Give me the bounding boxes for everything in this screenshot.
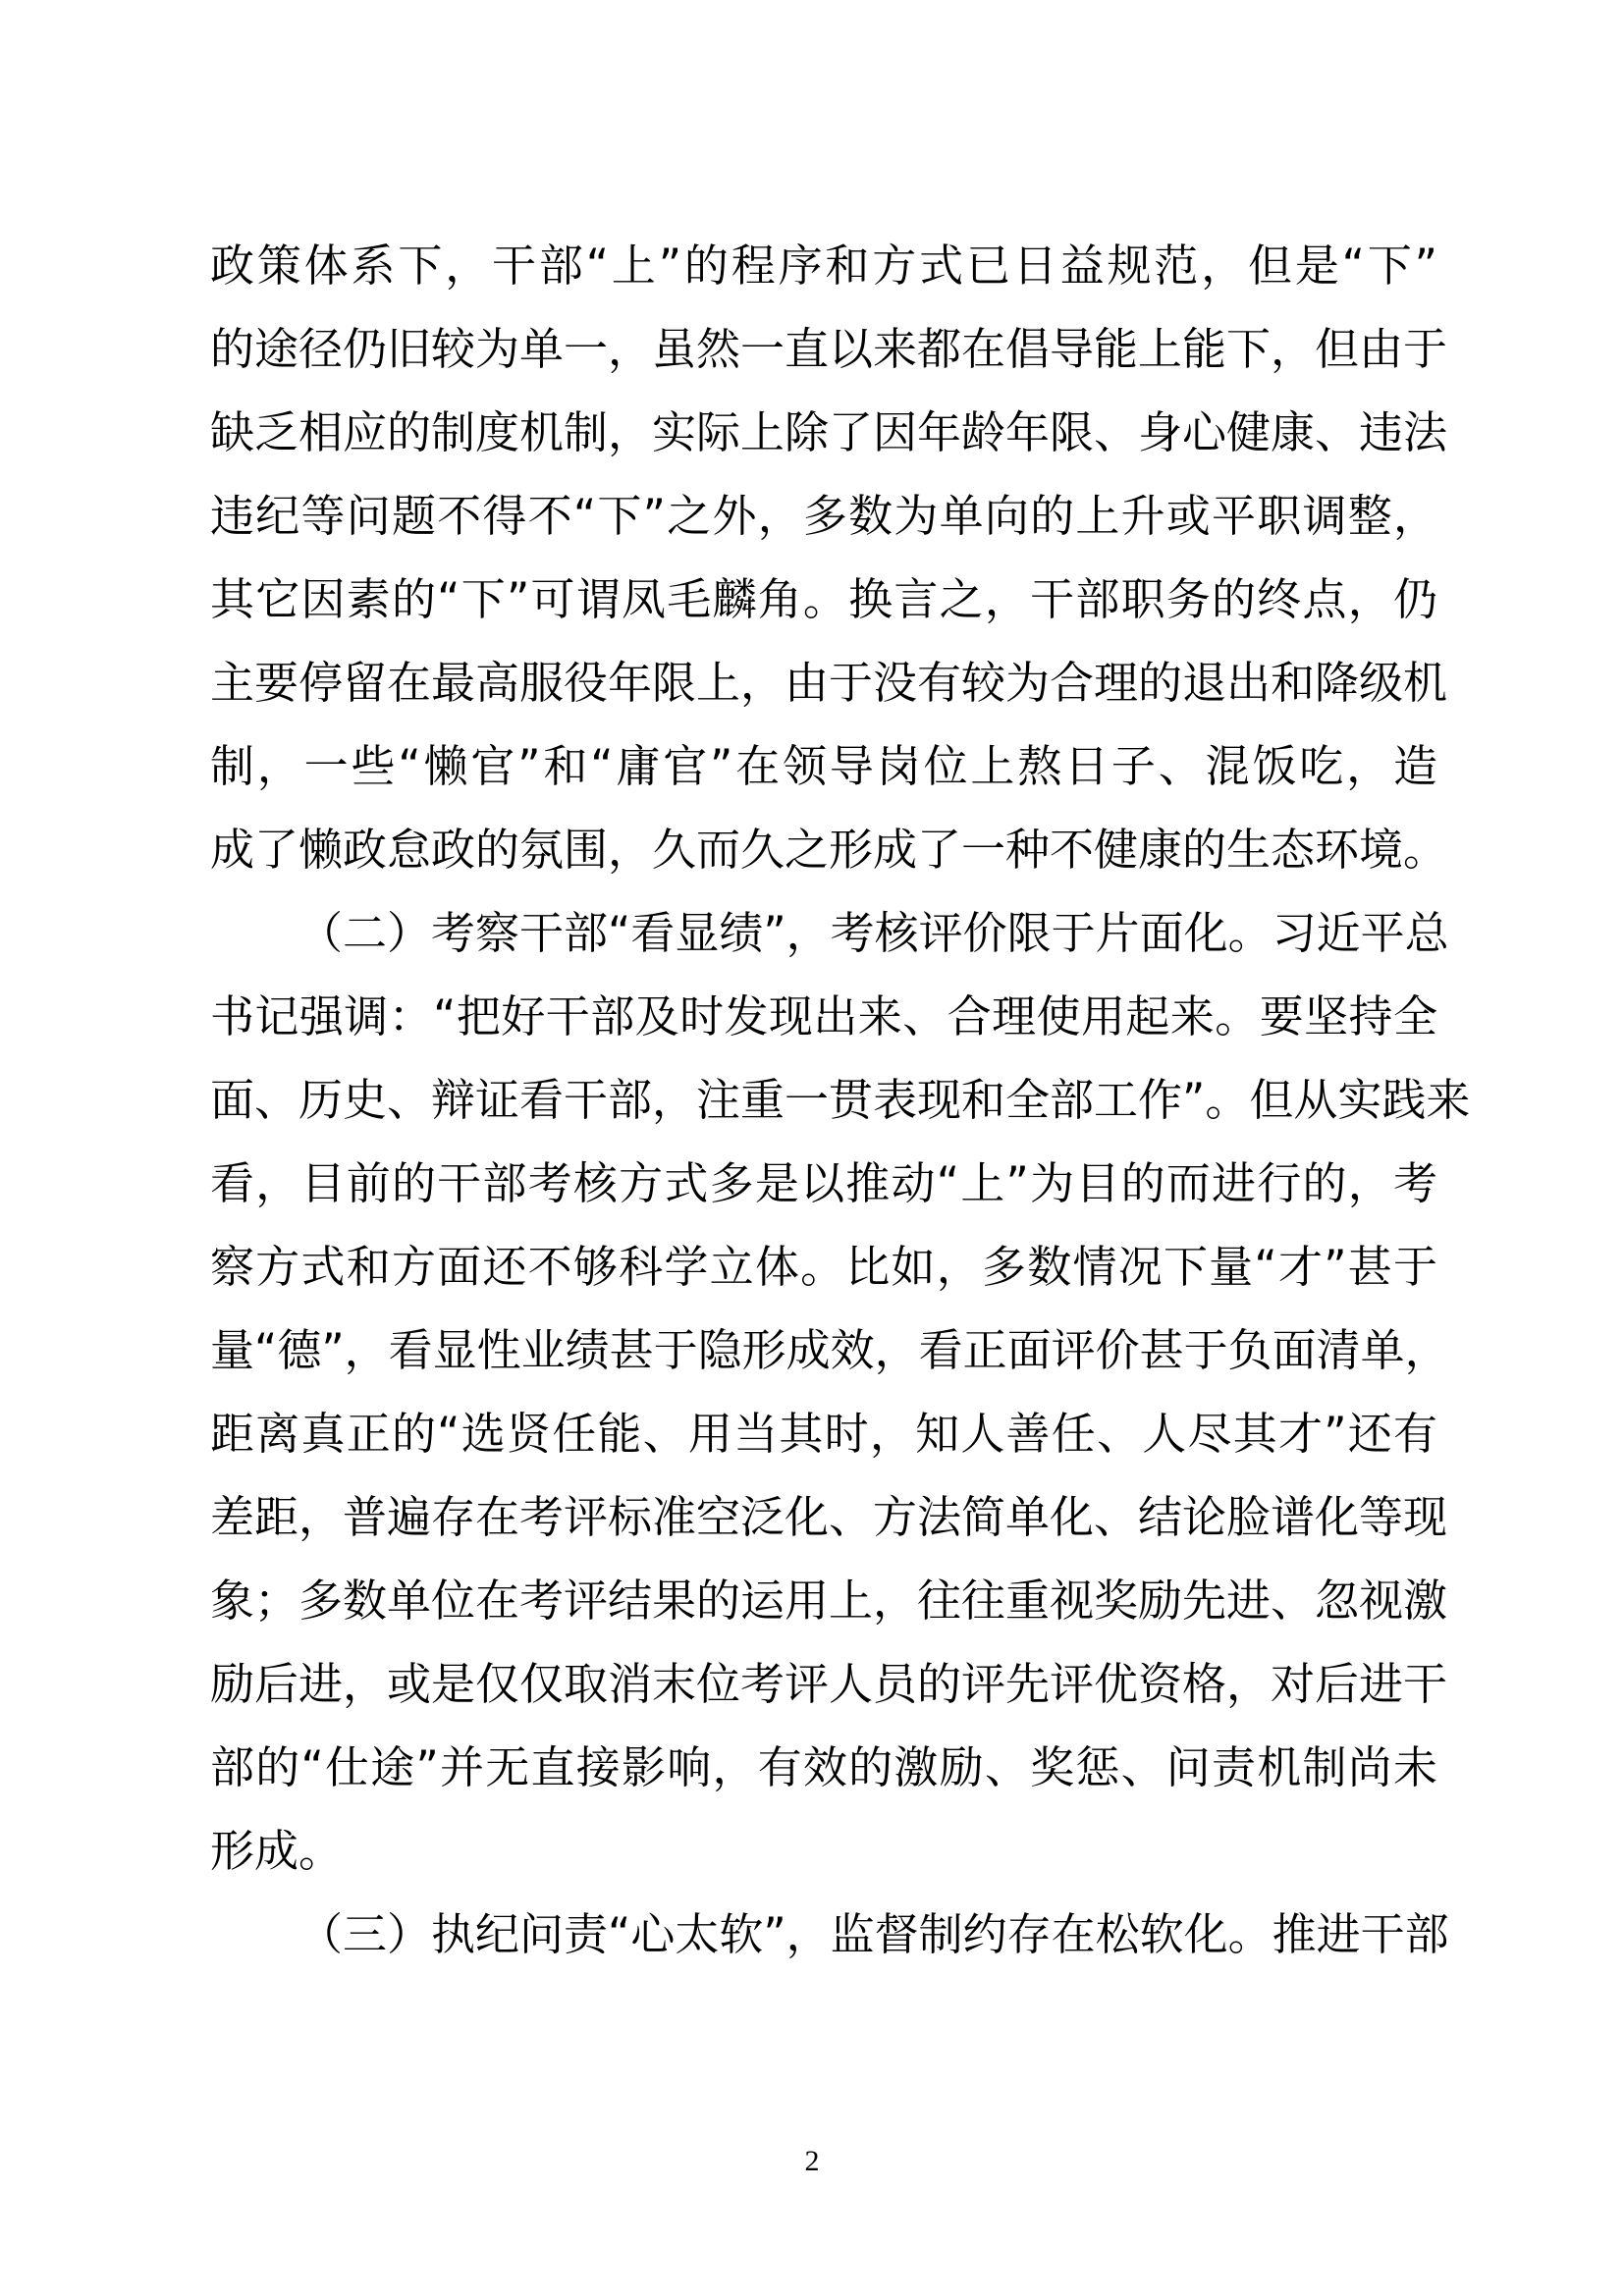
page-number: 2 xyxy=(804,2145,820,2177)
paragraph-section-2 xyxy=(210,891,1471,1893)
text-line: 量“德”，看显性业绩甚于隐形成效，看正面评价甚于负面清单， xyxy=(210,1324,1449,1376)
text-line: 制，一些“懒官”和“庸官”在领导岗位上熬日子、混饭吃，造 xyxy=(210,740,1437,792)
text-line: 察方式和方面还不够科学立体。比如，多数情况下量“才”甚于 xyxy=(210,1241,1437,1293)
text-line: 违纪等问题不得不“下”之外，多数为单向的上升或平职调整， xyxy=(210,490,1437,542)
text-line: 看，目前的干部考核方式多是以推动“上”为目的而进行的，考 xyxy=(210,1157,1437,1209)
text-line: 主要停留在最高服役年限上，由于没有较为合理的退出和降级机 xyxy=(210,657,1448,709)
text-line: 距离真正的“选贤任能、用当其时，知人善任、人尽其才”还有 xyxy=(210,1408,1437,1460)
section-heading-line: （二）考察干部“看显绩”，考核评价限于片面化。习近平总 xyxy=(298,907,1449,959)
text-line: 象；多数单位在考评结果的运用上，往往重视奖励先进、忽视激 xyxy=(210,1575,1448,1627)
text-line: 其它因素的“下”可谓凤毛麟角。换言之，干部职务的终点，仍 xyxy=(210,573,1437,625)
text-line: 的途径仍旧较为单一，虽然一直以来都在倡导能上能下，但由于 xyxy=(210,323,1448,375)
paragraph-continuation xyxy=(210,224,1448,891)
text-line: 书记强调：“把好干部及时发现出来、合理使用起来。要坚持全 xyxy=(210,990,1437,1042)
body-text xyxy=(210,224,1471,1976)
text-line: 面、历史、辩证看干部，注重一贯表现和全部工作”。但从实践来 xyxy=(210,1074,1471,1126)
section-heading-line: （三）执纪问责“心太软”，监督制约存在松软化。推进干部 xyxy=(298,1908,1449,1960)
text-line: 励后进，或是仅仅取消末位考评人员的评先评优资格，对后进干 xyxy=(210,1658,1448,1710)
text-line: 政策体系下，干部“上”的程序和方式已日益规范，但是“下” xyxy=(210,240,1437,292)
paragraph-section-3 xyxy=(210,1893,1449,1976)
text-line: 缺乏相应的制度机制，实际上除了因年龄年限、身心健康、违法 xyxy=(210,406,1448,458)
text-line: 形成。 xyxy=(210,1825,344,1877)
text-line: 成了懒政怠政的氛围，久而久之形成了一种不健康的生态环境。 xyxy=(210,824,1448,876)
text-line: 部的“仕途”并无直接影响，有效的激励、奖惩、问责机制尚未 xyxy=(210,1741,1437,1793)
text-line: 差距，普遍存在考评标准空泛化、方法简单化、结论脸谱化等现 xyxy=(210,1491,1448,1543)
